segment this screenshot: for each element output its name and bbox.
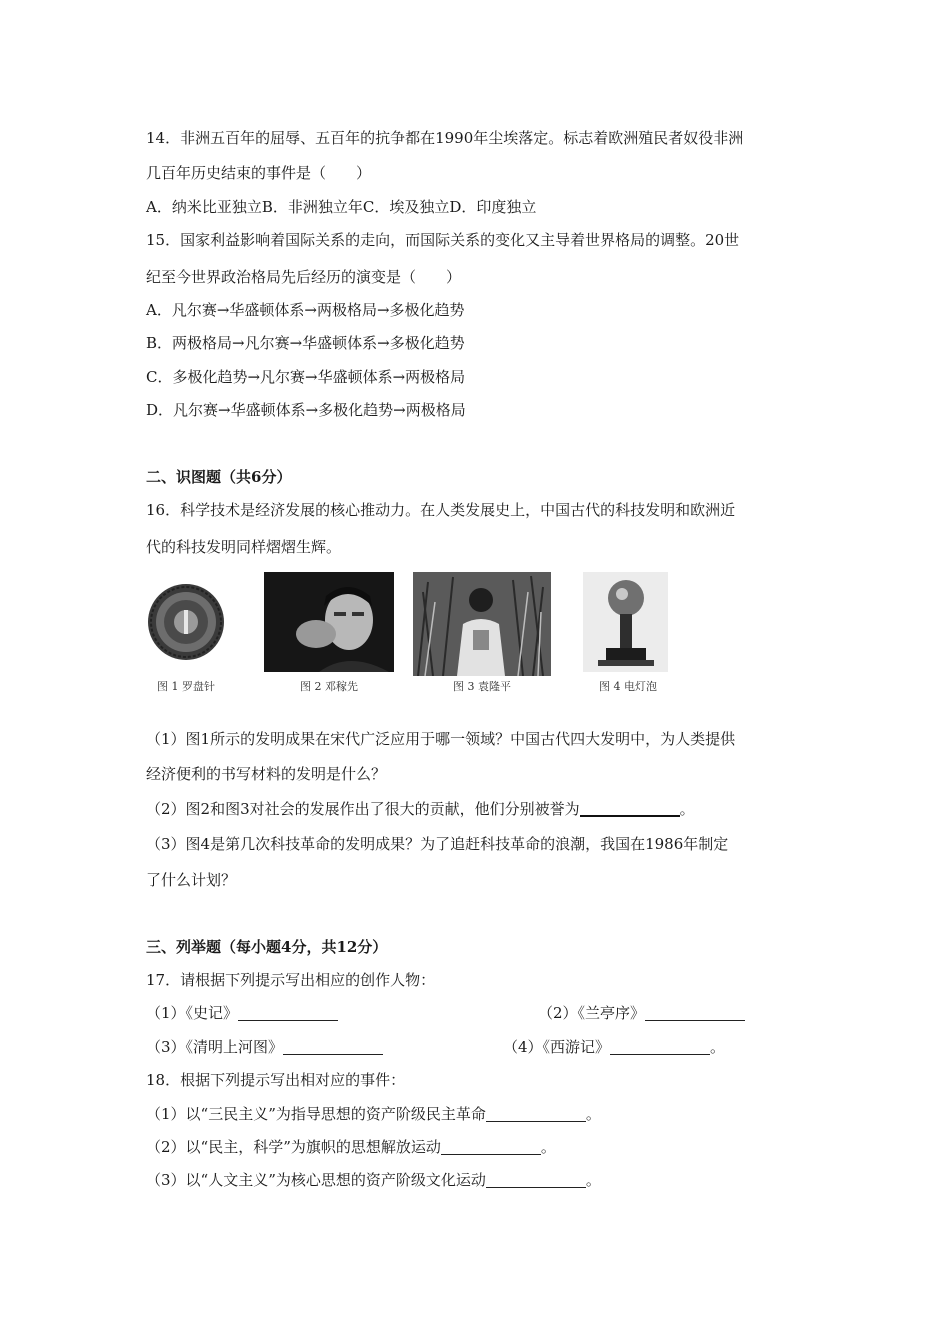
portrait-icon — [264, 572, 394, 672]
q16-sub1-line2: 经济便利的书写材料的发明是什么？ — [146, 765, 387, 783]
q15-option-a: A．凡尔赛→华盛顿体系→两极格局→多极化趋势 — [146, 301, 465, 319]
q15-option-c: C．多极化趋势→凡尔赛→华盛顿体系→两极格局 — [146, 368, 466, 386]
q16-figure-row — [146, 572, 686, 697]
q15-stem-line2: 纪至今世界政治格局先后经历的演变是（ ） — [146, 268, 462, 286]
q18-stem: 18．根据下列提示写出相对应的事件： — [146, 1071, 406, 1089]
rice-field-icon — [413, 572, 551, 676]
q16-sub3-line2: 了什么计划？ — [146, 871, 237, 889]
answer-blank[interactable] — [283, 1038, 383, 1055]
q16-sub2-text: （2）图2和图3对社会的发展作出了很大的贡献，他们分别被誉为 — [146, 800, 580, 818]
q17-item-4 — [503, 1036, 725, 1058]
q17-item-3 — [146, 1036, 383, 1058]
q16-sub2-end: 。 — [679, 800, 695, 818]
q16-sub2 — [146, 798, 695, 820]
q18-item-3-end: 。 — [585, 1171, 601, 1189]
q17-item-4-text: （4）《西游记》 — [503, 1038, 611, 1056]
q18-item-2-text: （2）以“民主，科学”为旗帜的思想解放运动 — [146, 1138, 441, 1156]
q17-item-1-text: （1）《史记》 — [146, 1004, 239, 1022]
q18-item-1-text: （1）以“三民主义”为指导思想的资产阶级民主革命 — [146, 1105, 486, 1123]
q18-item-3-text: （3）以“人文主义”为核心思想的资产阶级文化运动 — [146, 1171, 486, 1189]
q18-item-2 — [146, 1136, 556, 1158]
figure-4-caption: 图 4 电灯泡 — [599, 680, 657, 693]
figure-1-caption: 图 1 罗盘针 — [157, 680, 215, 693]
q15-option-d: D．凡尔赛→华盛顿体系→多极化趋势→两极格局 — [146, 401, 466, 419]
q17-item-1 — [146, 1002, 338, 1024]
compass-icon — [146, 572, 226, 672]
answer-blank[interactable] — [238, 1004, 338, 1021]
q14-options: A．纳米比亚独立B．非洲独立年C．埃及独立D．印度独立 — [146, 198, 537, 216]
figure-2-caption: 图 2 邓稼先 — [300, 680, 358, 693]
lightbulb-icon — [578, 572, 678, 672]
answer-blank[interactable] — [610, 1038, 710, 1055]
q18-item-1-end: 。 — [585, 1105, 601, 1123]
figure-3-caption: 图 3 袁隆平 — [453, 680, 511, 693]
q15-option-b: B．两极格局→凡尔赛→华盛顿体系→多极化趋势 — [146, 334, 465, 352]
q17-item-2-text: （2）《兰亭序》 — [538, 1004, 646, 1022]
answer-blank[interactable] — [645, 1004, 745, 1021]
q17-item-4-end: 。 — [710, 1038, 726, 1056]
q14-stem-line1: 14．非洲五百年的屈辱、五百年的抗争都在1990年尘埃落定。标志着欧洲殖民者奴役非洲 — [146, 129, 744, 147]
answer-blank[interactable] — [486, 1171, 586, 1188]
q18-item-2-end: 。 — [540, 1138, 556, 1156]
q14-stem-line2: 几百年历史结束的事件是（ ） — [146, 164, 372, 182]
answer-blank[interactable] — [441, 1138, 541, 1155]
q17-item-2 — [538, 1002, 745, 1024]
q16-sub1-line1: （1）图1所示的发明成果在宋代广泛应用于哪一领域？中国古代四大发明中，为人类提供 — [146, 730, 736, 748]
section-3-title: 三、列举题（每小题4分，共12分） — [146, 938, 388, 956]
q16-stem-line2: 代的科技发明同样熠熠生辉。 — [146, 538, 342, 556]
q18-item-1 — [146, 1103, 601, 1125]
answer-blank[interactable] — [486, 1105, 586, 1122]
q16-stem-line1: 16．科学技术是经济发展的核心推动力。在人类发展史上，中国古代的科技发明和欧洲近 — [146, 501, 736, 519]
q17-stem: 17．请根据下列提示写出相应的创作人物： — [146, 971, 436, 989]
q15-stem-line1: 15．国家利益影响着国际关系的走向，而国际关系的变化又主导着世界格局的调整。20世 — [146, 231, 740, 249]
q18-item-3 — [146, 1169, 601, 1191]
q16-sub3-line1: （3）图4是第几次科技革命的发明成果？为了追赶科技革命的浪潮，我国在1986年制定 — [146, 835, 729, 853]
q17-item-3-text: （3）《清明上河图》 — [146, 1038, 284, 1056]
section-2-title: 二、识图题（共6分） — [146, 468, 292, 486]
answer-blank[interactable] — [580, 799, 680, 817]
